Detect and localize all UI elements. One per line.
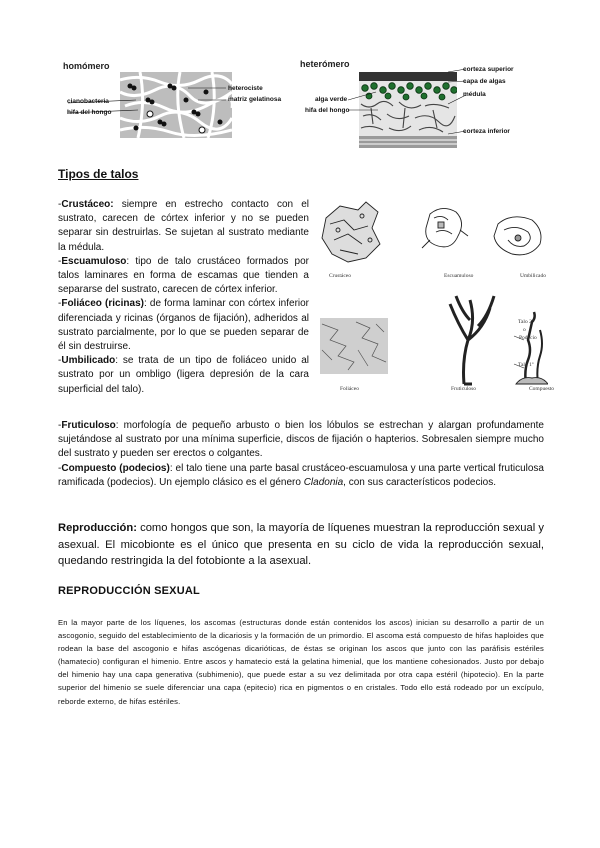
label-matriz: matriz gelatinosa [228,96,282,103]
reproduccion-sexual-title: REPRODUCCIÓN SEXUAL [58,585,200,597]
reproduccion-text: como hongos que son, la mayoría de líquenes muestran la reproducción sexual y asexual. El micobionte es el único que presenta en su ciclo de vida la reproducción sexual, quedando restringida la del fotobionte a la asexual. [58,522,544,567]
caption-compuesto: Compuesto [529,386,555,392]
label-medula: médula [463,91,486,98]
compuesto-text-1: : el talo tiene una parte basal crustáceo-escuamulosa y una parte vertical fruticulosa ramificada (podecios). Un ejemplo clásico es el género [58,462,544,488]
crustaceo-paragraph: -Crustáceo: siempre en estrecho contacto con el sustrato, carecen de córtex inferior y no se pueden separar sin destruirlas. Se sujetan al sustrato mediante la médula. [58,199,309,253]
label-heterociste: heterociste [228,85,263,92]
caption-crustaceo: Crustáceo [329,273,351,279]
label-cianobacteria: cianobacteria [67,98,109,105]
caption-foliaceo: Foliáceo [340,386,359,392]
crustaceo-term: Crustáceo: [61,199,114,210]
tipos-title: Tipos de talos [58,167,139,181]
escuamuloso-text: : tipo de talo crustáceo formados por talos laminares en forma de escamas que tienden a separarse del sustrato, carecen de córtex inferior. [58,255,309,296]
foliaceo-paragraph: -Foliáceo (ricinas): de forma laminar con córtex inferior diferenciada y ricinas (órganos de fijación), adheridos al sustrato parcialmente, por lo que se pueden separar de él sin destruirse. [58,298,310,353]
compuesto-paragraph: -Compuesto (podecios): el talo tiene una parte basal crustáceo-escuamulosa y una parte vertical fruticulosa ramificada (podecios). Un ejemplo clásico es el género Cladonia, con sus característicos podecios. [58,462,544,488]
umbilicado-term: Umbilicado [61,355,116,367]
homomero-title: homómero [63,61,110,71]
escuamuloso-paragraph: -Escuamuloso: tipo de talo crustáceo formados por talos laminares en forma de escamas que tienden a separarse del sustrato, carecen de córtex inferior. [58,255,309,296]
caption-escuamuloso: Escuamuloso [444,273,474,279]
caption-umbilicado: Umbilicado [520,273,546,279]
label-alga-verde: alga verde [315,96,348,103]
label-hifa-homomero: hifa del hongo [67,109,112,116]
compuesto-term: Compuesto (podecios) [61,462,170,474]
umbilicado-paragraph: -Umbilicado: se trata de un tipo de foliáceo unido al sustrato por un ombligo (ligera depresión de la cara superficial del talo). [58,355,309,395]
crustaceo-text: siempre en estrecho contacto con el sustrato, carecen de córtex inferior y no se pueden separar sin destruirlas. Se sujetan al sustrato mediante la médula. [58,199,309,253]
compuesto-text-2: , con sus característicos podecios. [343,476,497,488]
caption-fruticuloso: Fruticuloso [451,386,477,392]
caption-o: o [523,327,526,333]
escuamuloso-term: Escuamuloso [61,255,127,267]
talos-text-narrow [58,198,309,397]
caption-talo1: Talo 1º [518,362,534,368]
foliaceo-term: Foliáceo (ricinas) [61,298,144,310]
caption-talo2: Talo 2º [518,319,534,325]
talos-text-wide [58,419,544,490]
label-corteza-superior: corteza superior [463,66,514,73]
foliaceo-text: : de forma laminar con córtex inferior diferenciada y ricinas (órganos de fijación), adheridos al sustrato parcialmente, por lo que se pueden separar de él sin destruirse. [58,298,310,353]
fruticuloso-paragraph: -Fruticuloso: morfología de pequeño arbusto o bien los lóbulos se estrechan y alargan profundamente sujetándose al sustrato por una mínima superficie, discos de fijación o hapterios. Sobresalen siempre mucho del sustrato y pueden ser erectos o colgantes. [58,420,544,460]
umbilicado-text: : se trata de un tipo de foliáceo unido al sustrato por un ombligo (ligera depresión de la cara superficial del talo). [58,355,309,395]
reproduccion-term: Reproducción: [58,522,137,534]
label-capa-algas: capa de algas [463,78,506,85]
caption-podecio: Podecio [519,335,537,341]
reproduccion-sexual-text: En la mayor parte de los líquenes, los ascomas (estructuras donde están contenidos los ascos) inician su desarrollo a partir de un ascogonio, seguido del establecimiento de la dicariosis y la formación de un primordio. El ascoma está compuesto de hifas haploides que rodean la base del ascogonio e hifas ascógenas dicarióticas, de éstas se originan los ascos que junto con las paráfisis estériles (hamatecio) configuran el himenio. Entre ascos y hamatecio está la gelatina himenial, que los mantiene cohesionados. Justo por debajo del himenio hay una capa generativa (subhimenio), que puede estar a su vez delimitada por otra capa estéril (hipotecio). En la parte superior del himenio se suele diferenciar una capa (epitecio) rica en pigmentos o en cristales. Todo ello está rodeado por un excípulo, reborde externo, de hifas estériles. [58,618,544,706]
heteromero-leader-lines [348,64,468,144]
label-hifa-heteromero: hifa del hongo [305,107,350,114]
label-corteza-inferior: corteza inferior [463,128,510,135]
fruticuloso-text: : morfología de pequeño arbusto o bien los lóbulos se estrechan y alargan profundamente sujetándose al sustrato por una mínima superficie, discos de fijación o hapterios. Sobresalen siempre mucho del sustrato y pueden ser erectos o colgantes. [58,420,544,460]
fruticuloso-term: Fruticuloso [61,420,116,431]
reproduccion-paragraph [58,520,544,570]
compuesto-genus: Cladonia [303,476,344,488]
talos-drawings [318,200,548,390]
heteromero-title: heterómero [300,59,350,69]
